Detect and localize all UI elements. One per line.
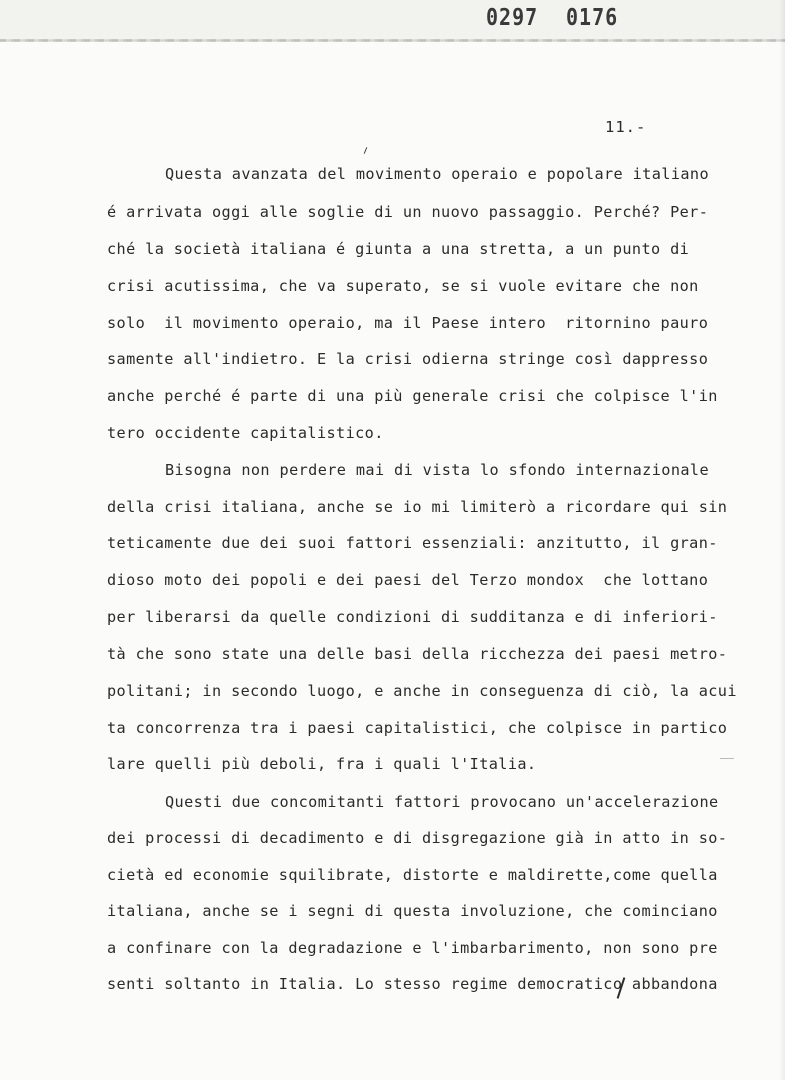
text-line: cietà ed economie squilibrate, distorte e maldirette,come quella <box>107 866 718 884</box>
text-line: é arrivata oggi alle soglie di un nuovo passaggio. Perché? Per- <box>107 203 709 221</box>
text-line: ta concorrenza tra i paesi capitalistici, che colpisce in partico <box>107 719 728 737</box>
text-line: Bisogna non perdere mai di vista lo sfondo internazionale <box>165 461 709 479</box>
text-line: tero occidente capitalistico. <box>107 424 384 442</box>
text-line: tà che sono state una delle basi della ricchezza dei paesi metro- <box>107 645 728 663</box>
text-line: ché la società italiana é giunta a una stretta, a un punto di <box>107 240 690 258</box>
text-line: per liberarsi da quelle condizioni di sudditanza e di inferiori- <box>107 608 718 626</box>
scan-top-strip <box>0 0 785 41</box>
text-line: solo il movimento operaio, ma il Paese intero ritornino pauro <box>107 314 709 332</box>
paper-top-edge <box>0 39 785 42</box>
archive-code-left: 0297 <box>486 3 539 31</box>
handwritten-tick-mark <box>364 147 368 154</box>
page-number: 11.- <box>605 118 647 136</box>
text-line: politani; in secondo luogo, e anche in conseguenza di ciò, la acui <box>107 682 737 700</box>
text-line: dei processi di decadimento e di disgregazione già in atto in so- <box>107 829 728 847</box>
text-line: crisi acutissima, che va superato, se si vuole evitare che non <box>107 277 699 295</box>
text-line: senti soltanto in Italia. Lo stesso regime democratico abbandona <box>107 975 718 993</box>
margin-dash-mark <box>720 758 734 759</box>
text-line: anche perché é parte di una più generale crisi che colpisce l'in <box>107 387 718 405</box>
text-line: Questi due concomitanti fattori provocano un'accelerazione <box>165 793 719 811</box>
text-line: a confinare con la degradazione e l'imbarbarimento, non sono pre <box>107 939 718 957</box>
text-line: lare quelli più deboli, fra i quali l'Italia. <box>107 755 537 773</box>
text-line: dioso moto dei popoli e dei paesi del Terzo mondox che lottano <box>107 571 709 589</box>
archive-code-right: 0176 <box>566 3 619 31</box>
text-line: samente all'indietro. E la crisi odierna stringe così dappresso <box>107 350 709 368</box>
text-line: teticamente due dei suoi fattori essenziali: anzitutto, il gran- <box>107 534 718 552</box>
text-line: italiana, anche se i segni di questa involuzione, che cominciano <box>107 902 718 920</box>
page-shadow <box>779 0 785 1080</box>
text-line: della crisi italiana, anche se io mi limiterò a ricordare qui sin <box>107 498 728 516</box>
text-line: Questa avanzata del movimento operaio e popolare italiano <box>165 165 709 183</box>
